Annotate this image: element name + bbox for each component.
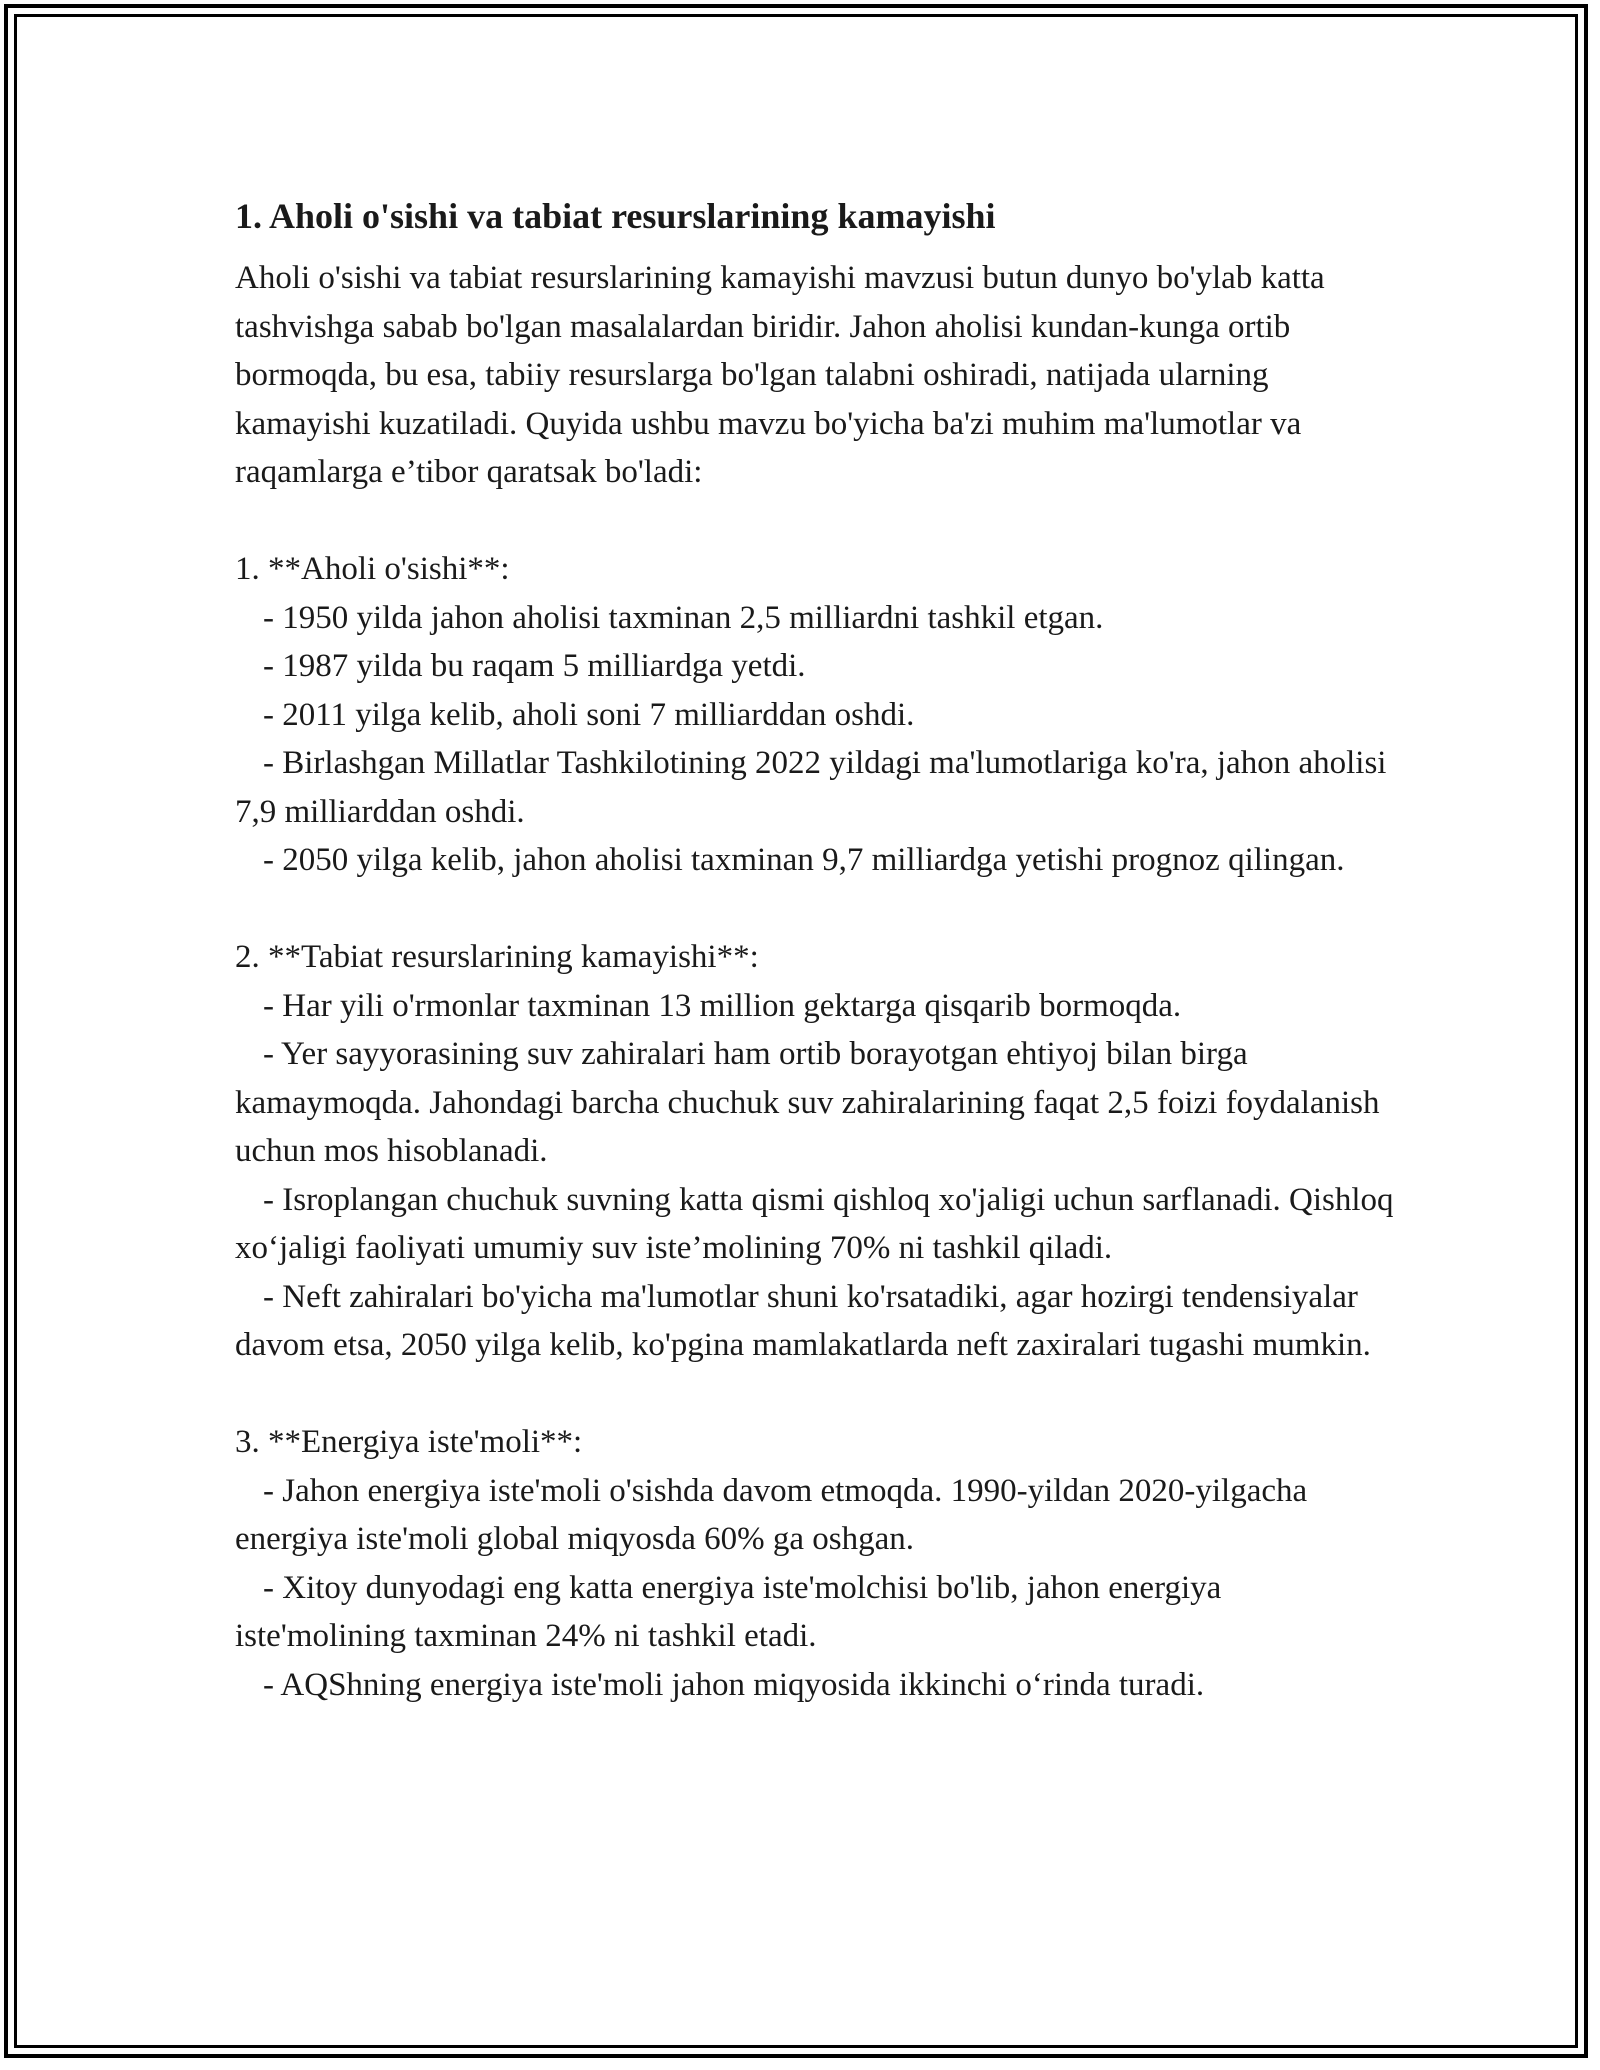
list-item: - 2050 yilga kelib, jahon aholisi taxminan 9,7 milliardga yetishi prognoz qilingan. <box>263 842 1345 878</box>
document-body <box>235 188 1395 1709</box>
list-item: - Har yili o'rmonlar taxminan 13 million gektarga qisqarib bormoqda. <box>263 987 1182 1024</box>
list-item: - 1950 yilda jahon aholisi taxminan 2,5 milliardni tashkil etgan. <box>263 599 1104 636</box>
list-item: - Neft zahiralari bo'yicha ma'lumotlar shuni ko'rsatadiki, agar hozirgi tendensiyalar davom etsa, 2050 yilga kelib, ko'pgina mamlakatlarda neft zaxiralari tugashi mumkin. <box>235 1278 1371 1363</box>
section-title: 3. **Energiya iste'moli**: <box>235 1424 583 1460</box>
spacer <box>235 1370 1395 1419</box>
intro-paragraph: Aholi o'sishi va tabiat resurslarining kamayishi mavzusi butun dunyo bo'ylab katta tashvishga sabab bo'lgan masalalardan biridir. Jahon aholisi kundan-kunga ortib bormoqda, bu esa, tabiiy resurslarga bo'lgan talabni oshiradi, natijada ularning kamayishi kuzatiladi. Quyida ushbu mavzu bo'yicha ba'zi muhim ma'lumotlar va raqamlarga e’tibor qaratsak bo'ladi: <box>235 260 1325 490</box>
section-resources <box>235 933 1395 1370</box>
list-item: - Isroplangan chuchuk suvning katta qismi qishloq xo'jaligi uchun sarflanadi. Qishloq xo‘jaligi faoliyati umumiy suv iste’molining 70% ni tashkil qiladi. <box>235 1181 1394 1266</box>
list-item: - 1987 yilda bu raqam 5 milliardga yetdi. <box>263 648 806 684</box>
document-heading: 1. Aholi o'sishi va tabiat resurslarining kamayishi <box>235 196 996 236</box>
spacer <box>235 885 1395 934</box>
list-item: - Yer sayyorasining suv zahiralari ham ortib borayotgan ehtiyoj bilan birga kamaymoqda. Jahondagi barcha chuchuk suv zahiralarining faqat 2,5 foizi foydalanish uchun mos hisoblanadi. <box>235 1036 1380 1169</box>
section-title: 2. **Tabiat resurslarining kamayishi**: <box>235 939 759 975</box>
section-energy <box>235 1418 1395 1709</box>
spacer <box>235 497 1395 546</box>
list-item: - AQShning energiya iste'moli jahon miqyosida ikkinchi o‘rinda turadi. <box>263 1666 1205 1703</box>
list-item: - Jahon energiya iste'moli o'sishda davom etmoqda. 1990-yildan 2020-yilgacha energiya iste'moli global miqyosda 60% ga oshgan. <box>235 1472 1308 1557</box>
list-item: - 2011 yilga kelib, aholi soni 7 milliarddan oshdi. <box>263 696 915 733</box>
section-title: 1. **Aholi o'sishi**: <box>235 551 510 587</box>
section-population <box>235 545 1395 885</box>
list-item: - Birlashgan Millatlar Tashkilotining 2022 yildagi ma'lumotlariga ko'ra, jahon aholisi 7,9 milliarddan oshdi. <box>235 745 1387 830</box>
list-item: - Xitoy dunyodagi eng katta energiya iste'molchisi bo'lib, jahon energiya iste'molining taxminan 24% ni tashkil etadi. <box>235 1569 1222 1654</box>
